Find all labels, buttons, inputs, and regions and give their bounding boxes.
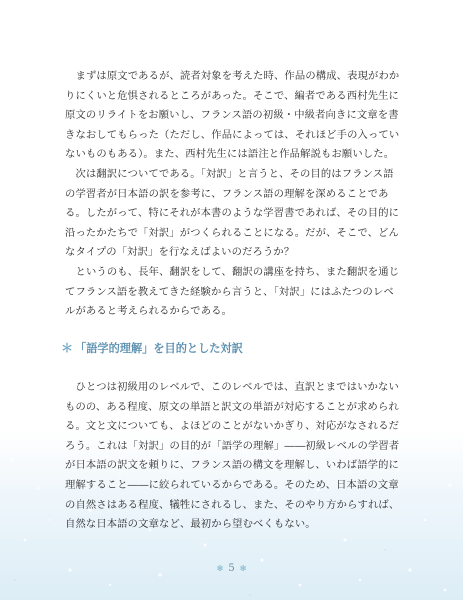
page-number-value: 5 (228, 563, 235, 574)
page-number (0, 563, 463, 574)
section-heading (61, 339, 243, 356)
body-paragraph: ひとつは初級用のレベルで、このレベルでは、直訳とまではいかないものの、ある程度、原文の単語と訳文の単語が対応することが求められる。文と文についても、よほどのことがないかぎり、対応がなされるだろう。これは「対訳」の目的が「語学の理解」――初級レベルの学習者が日本語の訳文を頼りに、フランス語の構文を理解し、いわば語学的に理解すること――に絞られているからである。そのため、日本語の文章の自然さはある程度、犠牲にされるし、また、そのやり方からすれば、自然な日本語の文章など、最初から望むべくもない。 (65, 381, 400, 531)
asterisk-icon: ＊ (61, 341, 74, 355)
snowflake-icon: ✻ (216, 564, 224, 573)
snowflake-icon: ✻ (239, 564, 247, 573)
body-paragraph: というのも、長年、翻訳をして、翻訳の講座を持ち、また翻訳を通じてフランス語を教えてきた経験から言うと、「対訳」にはふたつのレベルがあると考えられるからである。 (65, 266, 400, 318)
body-paragraph: 次は翻訳についてである。「対訳」と言うと、その目的はフランス語の学習者が日本語の訳を参考に、フランス語の理解を深めることである。したがって、特にそれが本書のような学習書であれば、その目的に沿ったかたちで「対訳」がつくられることになる。だが、そこで、どんなタイプの「対訳」を行なえばよいのだろうか？ (65, 168, 400, 259)
body-paragraph: まずは原文であるが、読者対象を考えた時、作品の構成、表現がわかりにくいと危惧されるところがあった。そこで、編者である西村先生に原文のリライトをお願いし、フランス語の初級・中級者向きに文章を書きなおしてもらった（ただし、作品によっては、それほど手の入っていないものもある）。また、西村先生には語注と作品解説もお願いした。 (65, 70, 400, 161)
section-heading-text: 「語学的理解」を目的とした対訳 (75, 341, 243, 355)
